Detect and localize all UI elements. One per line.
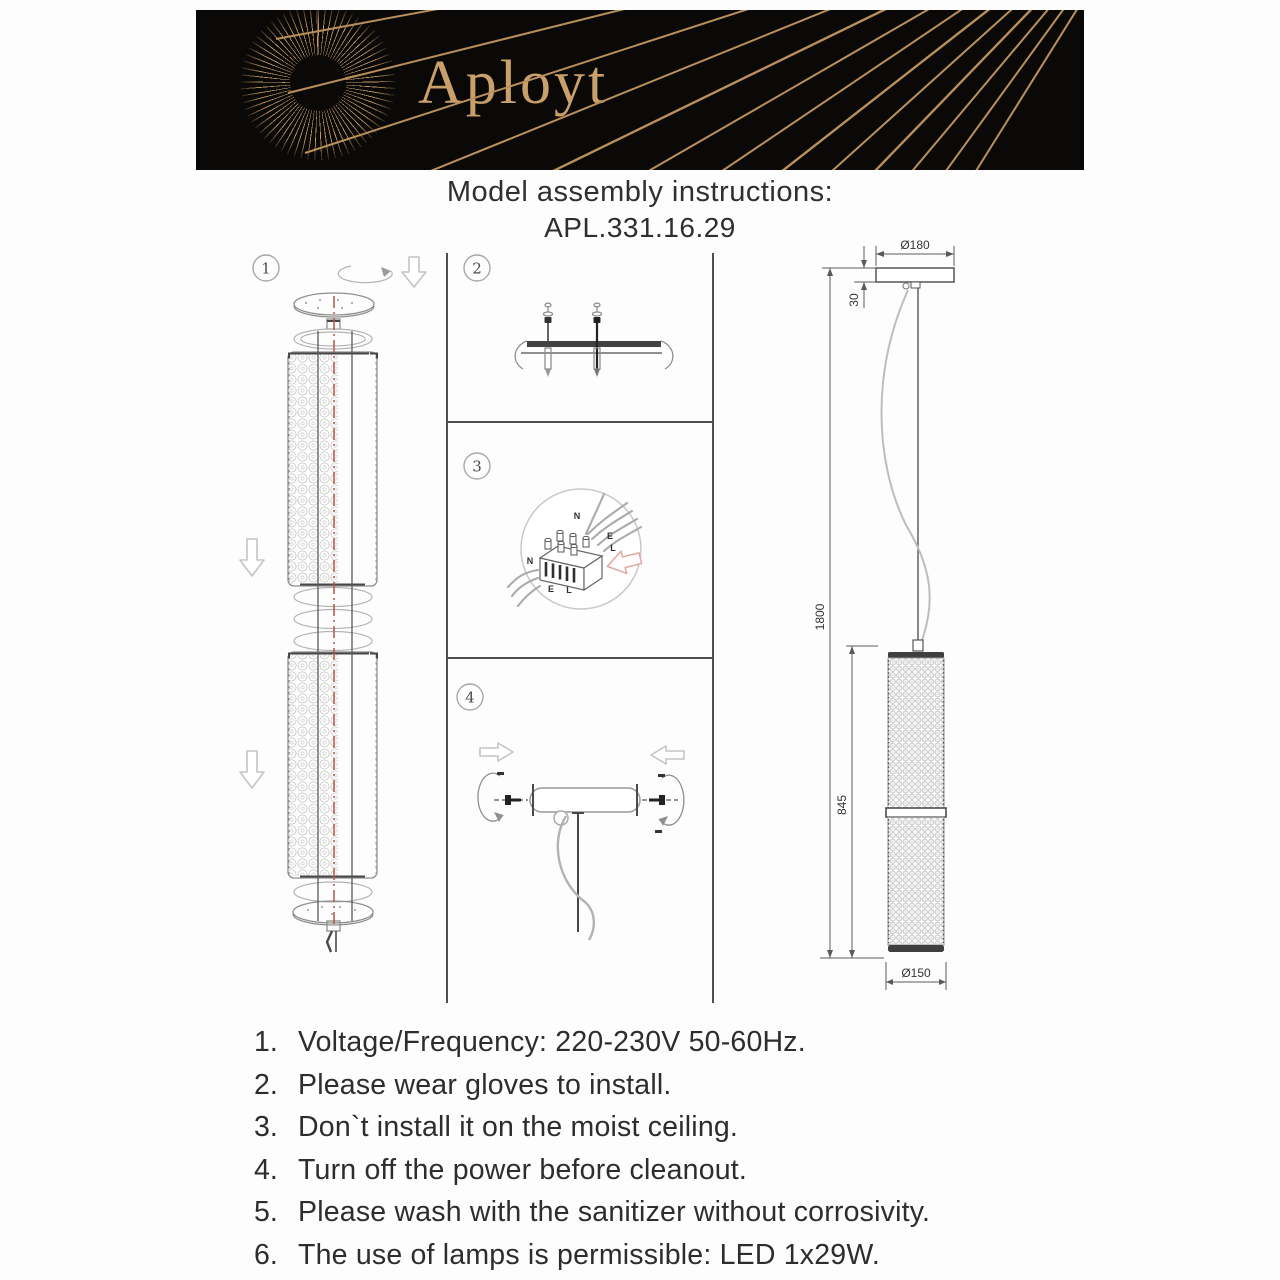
brand-name: Aployt <box>418 49 609 117</box>
wire-label-l-right: L <box>610 543 616 553</box>
wire-label-e-right: E <box>606 531 614 541</box>
instruction-item <box>254 1069 1064 1112</box>
dim-max-height: 1800 <box>813 603 827 631</box>
panel-borders <box>447 253 713 1003</box>
instruction-item <box>254 1026 1064 1069</box>
step-1-number: 1 <box>261 259 271 278</box>
dim-fixture-height: 845 <box>835 794 849 816</box>
model-number: APL.331.16.29 <box>544 212 736 243</box>
instruction-number: 1. <box>254 1026 278 1058</box>
instruction-item <box>254 1111 1064 1154</box>
step-4-number: 4 <box>465 688 475 707</box>
instruction-number: 5. <box>254 1196 278 1228</box>
instruction-list <box>254 1026 1064 1280</box>
instruction-number: 3. <box>254 1111 278 1143</box>
step3-wiring-drawing <box>508 489 643 609</box>
dimensioned-side-view <box>813 238 954 990</box>
instruction-item <box>254 1239 1064 1280</box>
instruction-text: Please wash with the sanitizer without corrosivity. <box>298 1196 931 1228</box>
step2-bracket-drawing <box>515 303 673 377</box>
instruction-number: 4. <box>254 1153 278 1186</box>
instruction-number: 2. <box>254 1068 278 1101</box>
page-title: Model assembly instructions: <box>446 176 834 208</box>
instruction-text: Voltage/Frequency: 220-230V 50-60Hz. <box>298 1026 806 1058</box>
step-3-number: 3 <box>472 457 482 476</box>
instruction-text: Turn off the power before cleanout. <box>298 1153 748 1186</box>
instruction-text: The use of lamps is permissible: LED 1x29W. <box>298 1238 880 1271</box>
step4-canopy-drawing <box>478 743 684 940</box>
step-2-number: 2 <box>472 259 482 278</box>
dim-canopy-diameter: Ø180 <box>900 238 930 252</box>
instruction-number: 6. <box>254 1238 278 1271</box>
dim-shade-diameter: Ø150 <box>901 966 931 980</box>
wire-label-n-left: N <box>526 556 534 566</box>
instruction-item <box>254 1196 1064 1239</box>
step1-exploded-view <box>240 257 426 952</box>
dim-canopy-drop: 30 <box>847 293 861 307</box>
instruction-text: Don`t install it on the moist ceiling. <box>298 1111 739 1143</box>
instruction-text: Please wear gloves to install. <box>298 1068 672 1101</box>
instruction-item <box>254 1154 1064 1197</box>
wire-label-l-bottom: L <box>566 585 572 595</box>
wire-label-e-bottom: E <box>547 584 555 594</box>
wire-label-n-top: N <box>573 511 581 521</box>
